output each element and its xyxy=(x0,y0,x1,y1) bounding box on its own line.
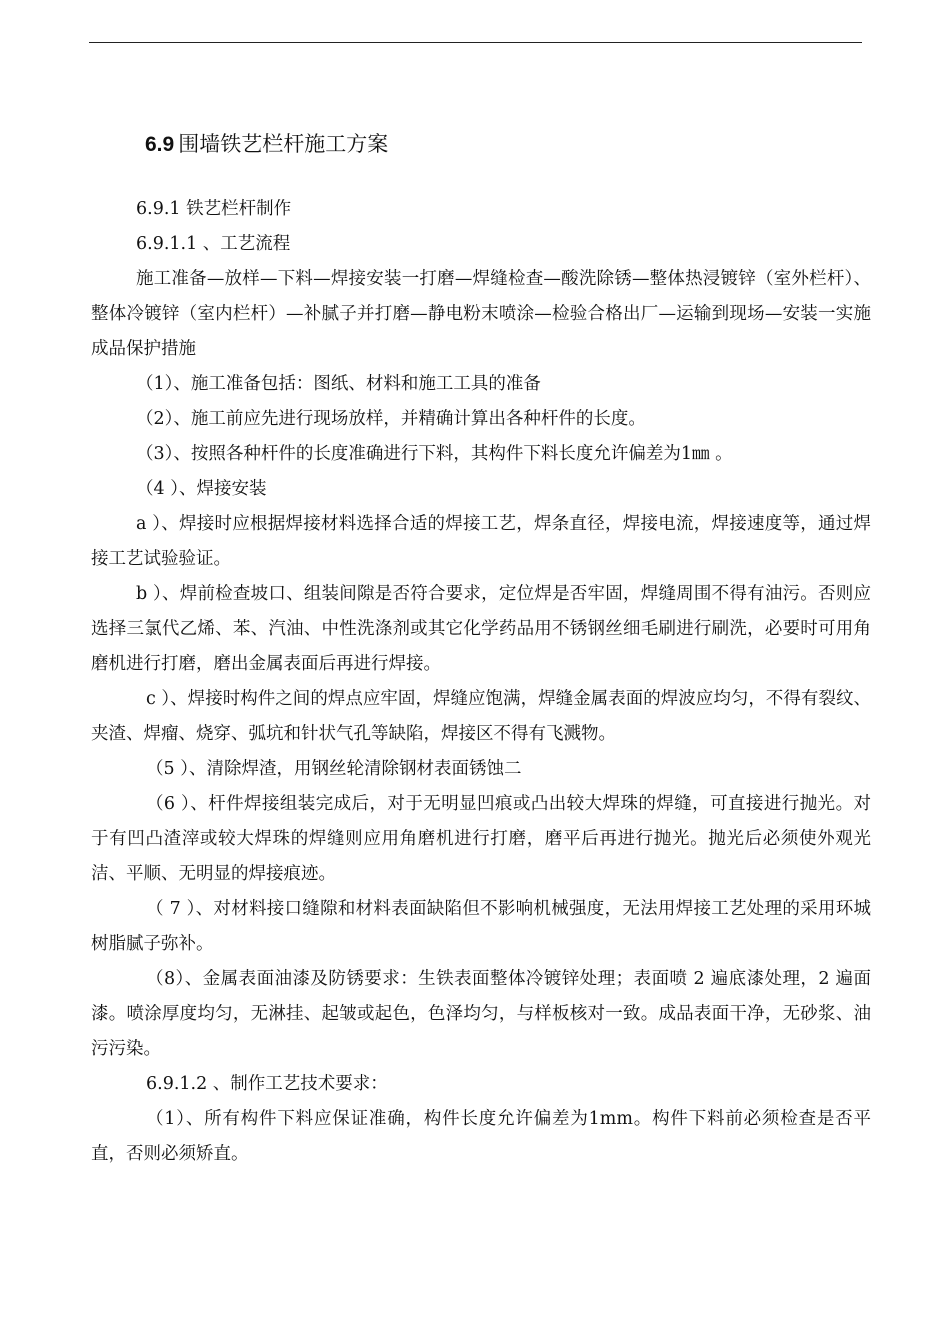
subsection-heading: 6.9.1 铁艺栏杆制作 xyxy=(136,199,292,219)
header-rule xyxy=(89,42,862,43)
subsubsection-heading: 6.9.1.2 、制作工艺技术要求： xyxy=(146,1074,388,1094)
paragraph: （2）、施工前应先进行现场放样，并精确计算出各种杆件的长度。 xyxy=(136,409,646,429)
section-number: 6.9 xyxy=(145,133,175,156)
section-heading xyxy=(145,128,388,158)
paragraph: （3）、按照各种杆件的长度准确进行下料，其构件下料长度允许偏差为1㎜ 。 xyxy=(136,444,733,464)
paragraph: （1）、所有构件下料应保证准确，构件长度允许偏差为1mm。构件下料前必须检查是否平直，否则必须矫直。 xyxy=(91,1109,871,1164)
paragraph: （5 ）、清除焊渣，用钢丝轮清除钢材表面锈蚀二 xyxy=(146,759,522,779)
paragraph: b ）、焊前检查坡口、组装间隙是否符合要求，定位焊是否牢固，焊缝周围不得有油污。否则应选择三氯代乙烯、苯、汽油、中性洗涤剂或其它化学药品用不锈钢丝细毛刷进行刷洗，必要时可用角磨机进行打磨，磨出金属表面后再进行焊接。 xyxy=(91,584,871,674)
paragraph: （4 ）、焊接安装 xyxy=(136,479,267,499)
paragraph: （8）、金属表面油漆及防锈要求：生铁表面整体冷镀锌处理；表面喷 2 遍底漆处理，2 遍面漆。喷涂厚度均匀，无淋挂、起皱或起色，色泽均匀，与样板核对一致。成品表面干净，无砂浆、油污污染。 xyxy=(91,969,871,1059)
paragraph: 施工准备—放样—下料—焊接安装一打磨—焊缝检查—酸洗除锈—整体热浸镀锌（室外栏杆）、整体冷镀锌（室内栏杆）—补腻子并打磨—静电粉末喷涂—检验合格出厂—运输到现场—安装一实施成品保护措施 xyxy=(91,269,871,359)
document-body xyxy=(91,192,871,1172)
paragraph: （6 ）、杆件焊接组装完成后，对于无明显凹痕或凸出较大焊珠的焊缝，可直接进行抛光。对于有凹凸渣滓或较大焊珠的焊缝则应用角磨机进行打磨，磨平后再进行抛光。抛光后必须使外观光洁、平顺、无明显的焊接痕迹。 xyxy=(91,794,871,884)
paragraph: c ）、焊接时构件之间的焊点应牢固，焊缝应饱满，焊缝金属表面的焊波应均匀，不得有裂纹、夹渣、焊瘤、烧穿、弧坑和针状气孔等缺陷，焊接区不得有飞溅物。 xyxy=(91,689,871,744)
subsubsection-heading: 6.9.1.1 、工艺流程 xyxy=(136,234,291,254)
section-title: 围墙铁艺栏杆施工方案 xyxy=(178,132,389,156)
paragraph: （ 7 ）、对材料接口缝隙和材料表面缺陷但不影响机械强度，无法用焊接工艺处理的采用环城树脂腻子弥补。 xyxy=(91,899,871,954)
paragraph: （1）、施工准备包括：图纸、材料和施工工具的准备 xyxy=(136,374,541,394)
paragraph: a ）、焊接时应根据焊接材料选择合适的焊接工艺，焊条直径，焊接电流，焊接速度等，通过焊接工艺试验验证。 xyxy=(91,514,871,569)
